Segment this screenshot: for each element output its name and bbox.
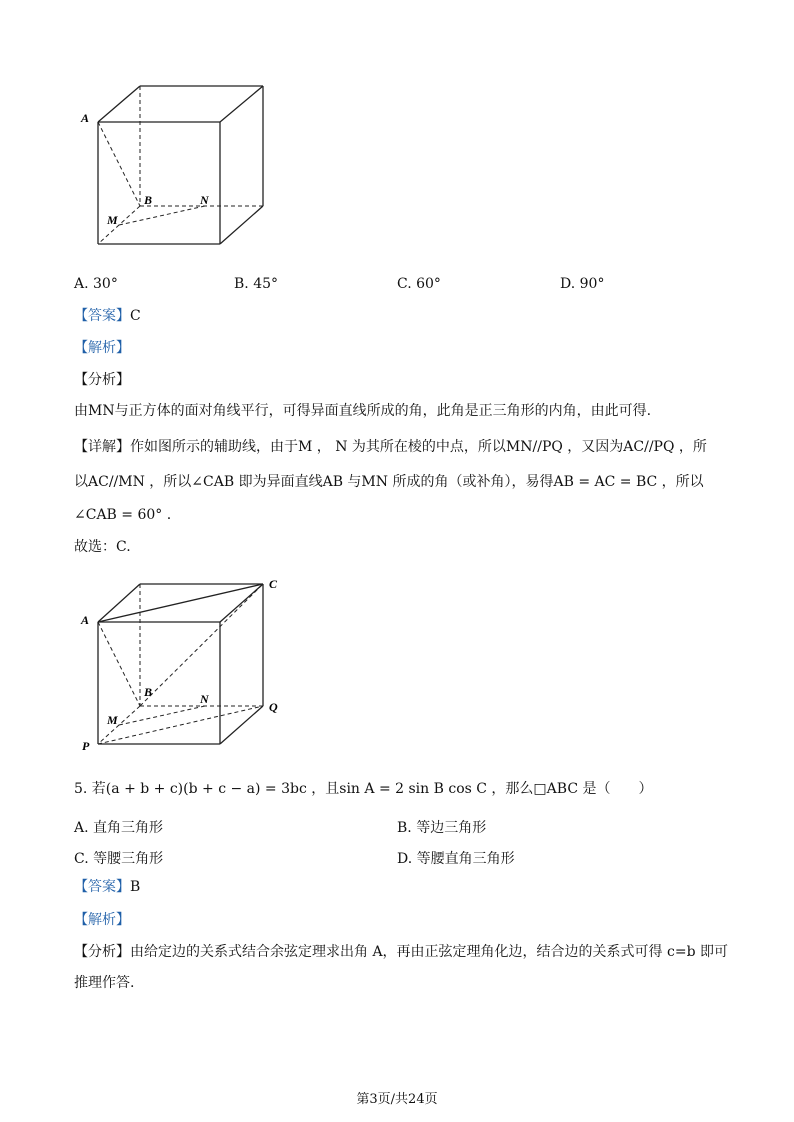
- cube-edge: [98, 584, 140, 622]
- q5-fenxi-line-2: 推理作答.: [74, 975, 135, 991]
- segment-MN: [119, 206, 205, 225]
- segment-AB: [98, 622, 140, 706]
- answer-value: C: [130, 308, 141, 324]
- xiangjie-line-3: ∠CAB = 60° .: [74, 507, 172, 523]
- answer-tag: 【答案】: [74, 308, 130, 324]
- answer-line: [74, 306, 141, 326]
- q5-option-a: A. 直角三角形: [74, 820, 164, 836]
- fenxi-tag: 【分析】: [74, 372, 130, 388]
- label-Q: Q: [269, 700, 278, 714]
- label-P: P: [82, 739, 90, 753]
- label-B: B: [144, 685, 153, 699]
- jiexi-tag: 【解析】: [74, 340, 130, 356]
- q5-answer-value: B: [130, 879, 141, 895]
- fenxi-text: 由MN与正方体的面对角线平行，可得异面直线所成的角，此角是正三角形的内角，由此可得.: [74, 403, 652, 419]
- q5-jiexi-tag: 【解析】: [74, 912, 130, 928]
- segment-AC: [98, 584, 263, 622]
- segment-AB: [98, 122, 140, 206]
- page-footer: 第3页/共24页: [356, 1092, 438, 1107]
- option-d: D. 90°: [560, 276, 605, 292]
- label-C: C: [269, 577, 278, 591]
- cube-edge: [220, 206, 263, 244]
- cube-edge: [220, 706, 263, 744]
- q5-option-c: C. 等腰三角形: [74, 851, 164, 867]
- option-a: A. 30°: [74, 276, 118, 292]
- figure-cube-1: [70, 78, 280, 253]
- q5-fenxi-tag: 【分析】: [74, 944, 130, 960]
- q5-option-b: B. 等边三角形: [397, 820, 487, 836]
- label-M: M: [107, 713, 118, 727]
- q5-stem: 5. 若(a + b + c)(b + c − a) = 3bc ，且sin A = 2 sin B cos C ，那么□ABC 是（ ）: [74, 781, 653, 797]
- cube-edge: [220, 86, 263, 122]
- option-c: C. 60°: [397, 276, 441, 292]
- segment-BC: [140, 584, 263, 706]
- label-N: N: [200, 193, 209, 207]
- q5-fenxi-line-1: 【分析】由给定边的关系式结合余弦定理求出角 A，再由正弦定理角化边，结合边的关系式可得 c=b 即可: [74, 944, 728, 960]
- guxuan-text: 故选：C.: [74, 539, 131, 555]
- label-B: B: [144, 193, 153, 207]
- label-M: M: [107, 213, 118, 227]
- q5-answer-line: [74, 877, 140, 897]
- figure-cube-2: [70, 572, 300, 757]
- label-N: N: [200, 692, 209, 706]
- xiangjie-line-2: 以AC//MN ，所以∠CAB 即为异面直线AB 与MN 所成的角（或补角），易得AB = AC = BC ，所以: [74, 474, 704, 490]
- q5-option-d: D. 等腰直角三角形: [397, 851, 515, 867]
- option-b: B. 45°: [234, 276, 279, 292]
- cube-edge: [98, 86, 140, 122]
- label-A: A: [81, 613, 90, 627]
- xiangjie-line-1: 【详解】作如图所示的辅助线，由于M ， N 为其所在棱的中点，所以MN//PQ ，又因为AC//PQ ，所: [74, 439, 707, 455]
- q5-answer-tag: 【答案】: [74, 879, 130, 895]
- segment-PQ: [98, 706, 263, 744]
- segment-MN: [119, 706, 205, 725]
- label-A: A: [81, 111, 90, 125]
- xiangjie-tag: 【详解】: [74, 439, 130, 455]
